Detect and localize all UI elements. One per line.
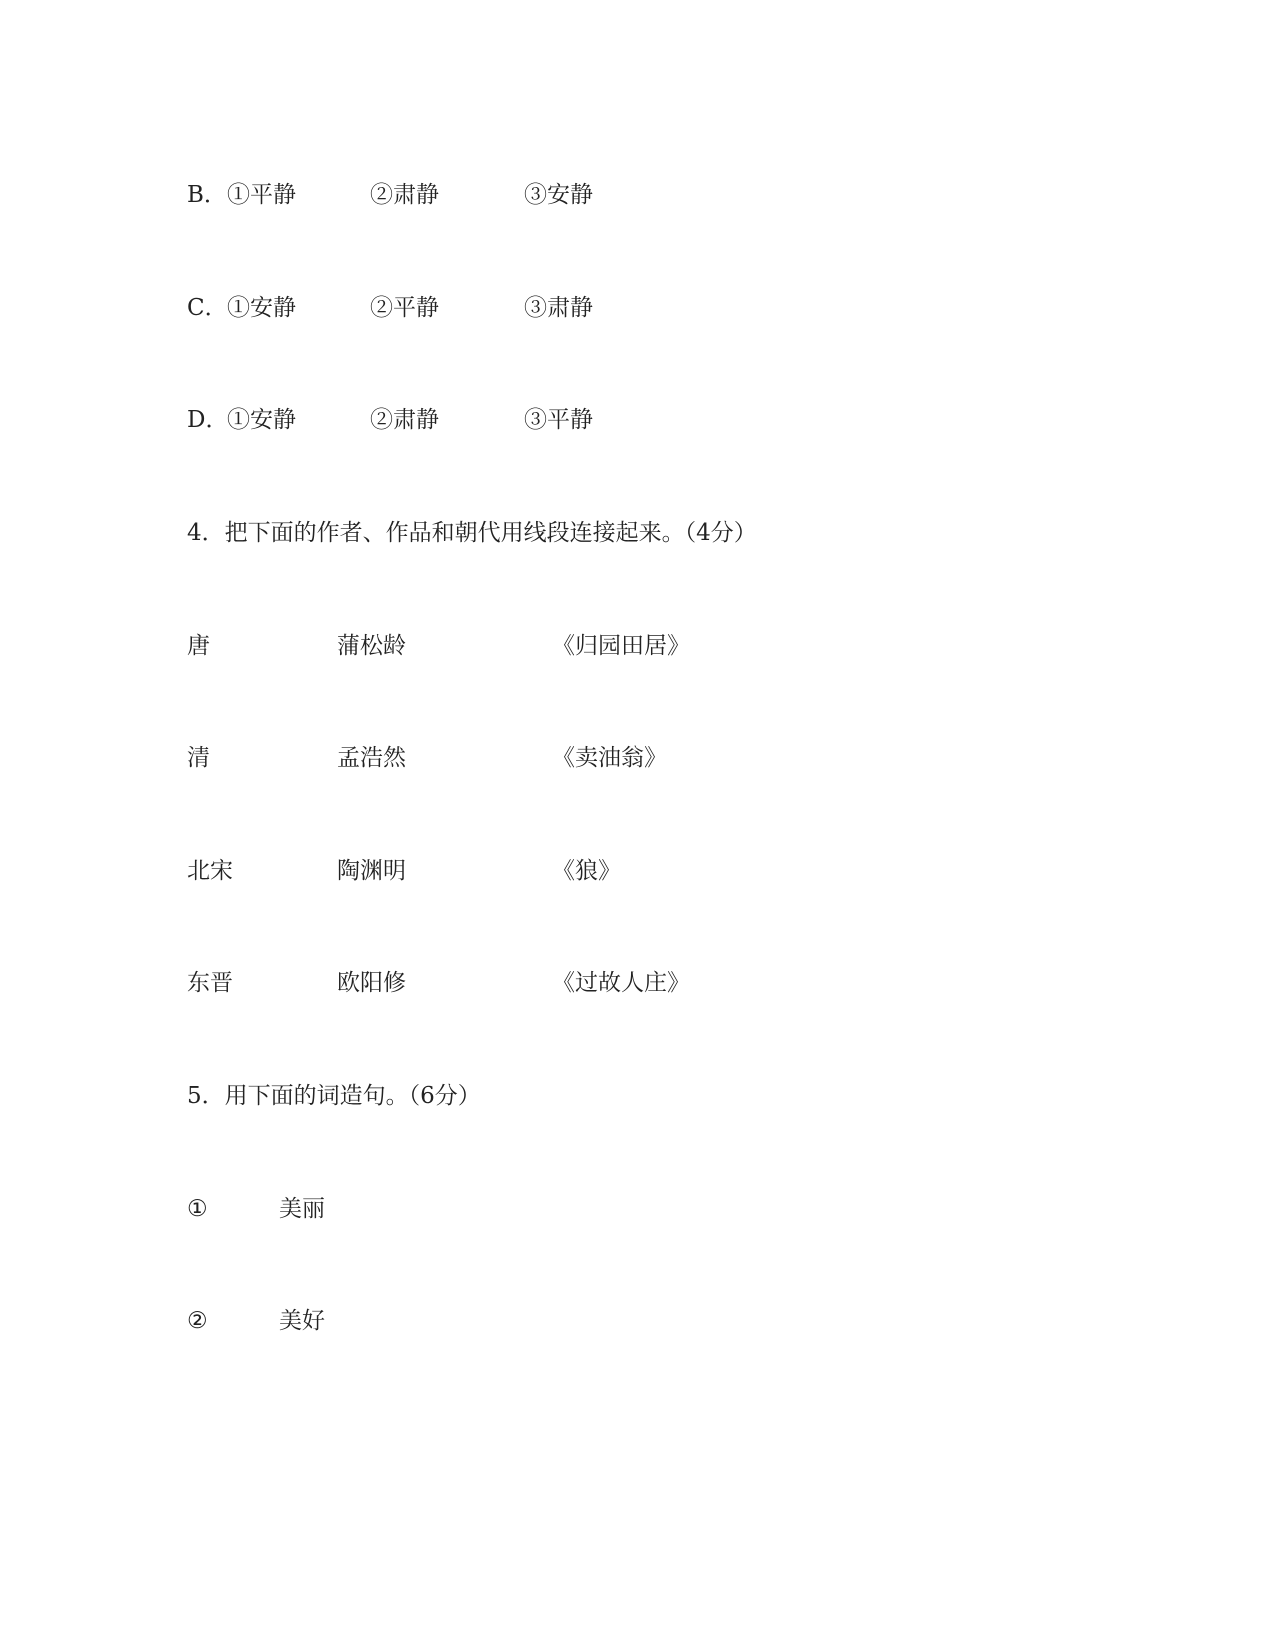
match-row bbox=[187, 857, 887, 885]
word: 美好 bbox=[279, 1308, 325, 1334]
option-label: B． bbox=[187, 182, 227, 208]
dynasty: 北宋 bbox=[187, 858, 233, 884]
author: 孟浩然 bbox=[337, 745, 406, 771]
option-item: ③安静 bbox=[524, 182, 593, 208]
author: 陶渊明 bbox=[337, 858, 406, 884]
option-item: ②平静 bbox=[370, 295, 439, 321]
option-label: C． bbox=[187, 295, 228, 321]
question-4: 4．把下面的作者、作品和朝代用线段连接起来。（4分） bbox=[187, 520, 757, 546]
author: 欧阳修 bbox=[337, 970, 406, 996]
work: 《过故人庄》 bbox=[552, 970, 690, 996]
dynasty: 清 bbox=[187, 745, 210, 771]
match-row bbox=[187, 632, 887, 660]
word: 美丽 bbox=[279, 1196, 325, 1222]
option-item: ①安静 bbox=[227, 295, 296, 321]
work: 《卖油翁》 bbox=[552, 745, 667, 771]
option-item: ②肃静 bbox=[370, 182, 439, 208]
word-item bbox=[187, 1307, 587, 1335]
option-label: D． bbox=[187, 407, 229, 433]
item-number: ② bbox=[187, 1308, 208, 1334]
option-item: ①平静 bbox=[227, 182, 296, 208]
dynasty: 唐 bbox=[187, 633, 210, 659]
option-item: ③肃静 bbox=[524, 295, 593, 321]
work: 《狼》 bbox=[552, 858, 621, 884]
option-item: ①安静 bbox=[227, 407, 296, 433]
option-item: ②肃静 bbox=[370, 407, 439, 433]
work: 《归园田居》 bbox=[552, 633, 690, 659]
match-row bbox=[187, 969, 887, 997]
option-item: ③平静 bbox=[524, 407, 593, 433]
option-b bbox=[187, 181, 887, 209]
author: 蒲松龄 bbox=[337, 633, 406, 659]
question-5: 5．用下面的词造句。（6分） bbox=[187, 1083, 481, 1109]
option-c bbox=[187, 294, 887, 322]
item-number: ① bbox=[187, 1196, 208, 1222]
word-item bbox=[187, 1195, 587, 1223]
dynasty: 东晋 bbox=[187, 970, 233, 996]
match-row bbox=[187, 744, 887, 772]
option-d bbox=[187, 406, 887, 434]
